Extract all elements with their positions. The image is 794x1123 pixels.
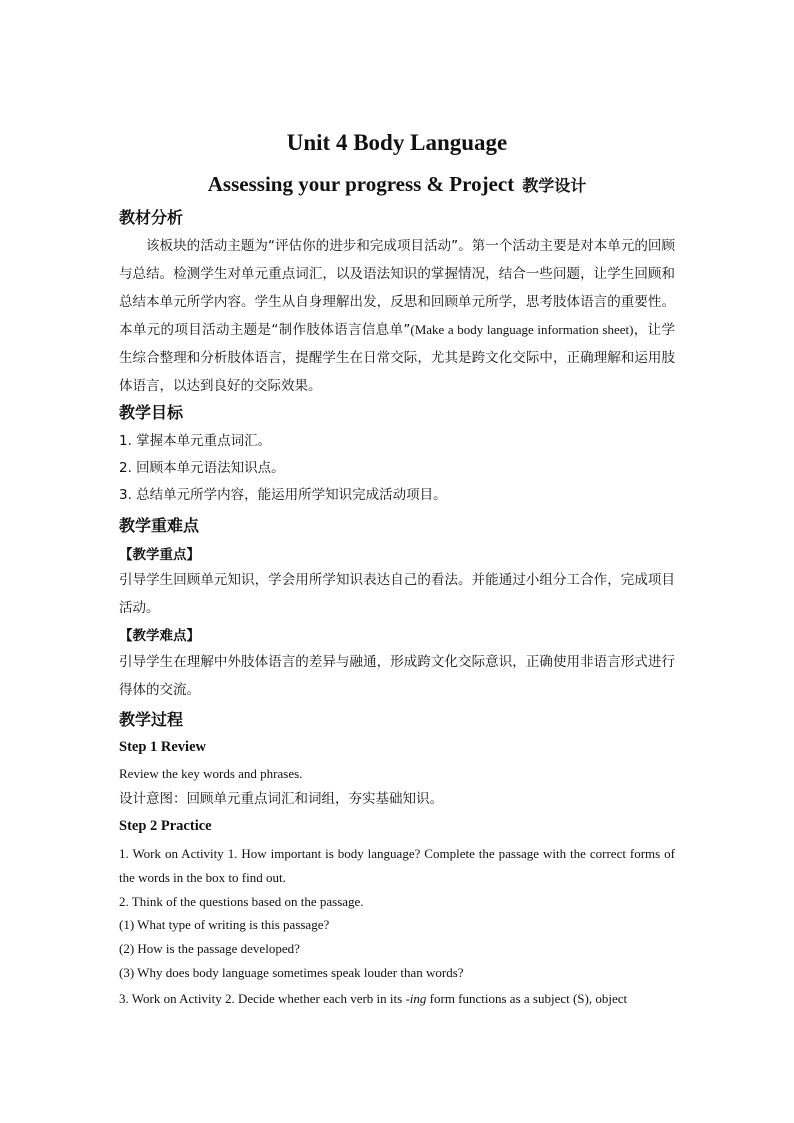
step2-item-3 xyxy=(119,987,675,1011)
objective-item: 3. 总结单元所学内容，能运用所学知识完成活动项目。 xyxy=(119,487,447,503)
subtitle-cn: 教学设计 xyxy=(522,176,587,195)
step2-item-3-em: -ing xyxy=(405,991,427,1006)
focus-label: 【教学重点】 xyxy=(119,547,200,563)
difficulty-label: 【教学难点】 xyxy=(119,628,200,644)
analysis-lead: 该板块的活动主题为“评估你的进步和完成项目活动”。第一个活动主要是对本单元的回顾与总结。检测学生对单元重点词汇，以及语法知识的掌握情况，结合一些问题，让学生回顾和总结本单元所学内容。学生从自身理解出发，反思和回顾单元所学，思考肢体语言的重要性。本单元的项目活动主题是“制作肢体语言信息单” xyxy=(119,238,675,338)
step1-text: Review the key words and phrases. xyxy=(119,766,303,781)
difficulty-text: 引导学生在理解中外肢体语言的差异与融通，形成跨文化交际意识，正确使用非语言形式进行得体的交流。 xyxy=(119,654,675,698)
document-subtitle xyxy=(0,172,794,197)
analysis-heading: 教材分析 xyxy=(119,208,184,227)
focus-text: 引导学生回顾单元知识，学会用所学知识表达自己的看法。并能通过小组分工合作，完成项目活动。 xyxy=(119,572,675,616)
document-title: Unit 4 Body Language xyxy=(286,130,508,155)
step2-title: Step 2 Practice xyxy=(119,818,212,834)
step2-item-3-b: form functions as a subject (S), object xyxy=(426,991,628,1006)
objective-item: 2. 回顾本单元语法知识点。 xyxy=(119,460,285,476)
step2-item-2: 2. Think of the questions based on the passage. xyxy=(119,894,364,909)
step2-question-2: (2) How is the passage developed? xyxy=(119,941,300,956)
analysis-tail: ，让学生综合整理和分析肢体语言，提醒学生在日常交际，尤其是跨文化交际中，正确理解和运用肢体语言，以达到良好的交际效果。 xyxy=(119,322,675,394)
step2-question-3: (3) Why does body language sometimes speak louder than words? xyxy=(119,965,464,980)
step2-item-3-a: 3. Work on Activity 2. Decide whether each verb in its xyxy=(119,991,406,1006)
key-points-heading: 教学重难点 xyxy=(119,516,200,535)
step1-intent: 设计意图：回顾单元重点词汇和词组，夯实基础知识。 xyxy=(119,791,443,807)
objective-item: 1. 掌握本单元重点词汇。 xyxy=(119,433,272,449)
step1-title: Step 1 Review xyxy=(119,739,206,755)
step2-item-1: 1. Work on Activity 1. How important is body language? Complete the passage with the correct forms of the words in the box to find out. xyxy=(119,846,675,885)
process-heading: 教学过程 xyxy=(119,710,184,729)
analysis-paragraph xyxy=(119,232,675,400)
subtitle-en: Assessing your progress & Project xyxy=(207,172,515,196)
objectives-heading: 教学目标 xyxy=(119,403,184,422)
analysis-en: (Make a body language information sheet) xyxy=(410,322,634,337)
step2-question-1: (1) What type of writing is this passage? xyxy=(119,917,330,932)
